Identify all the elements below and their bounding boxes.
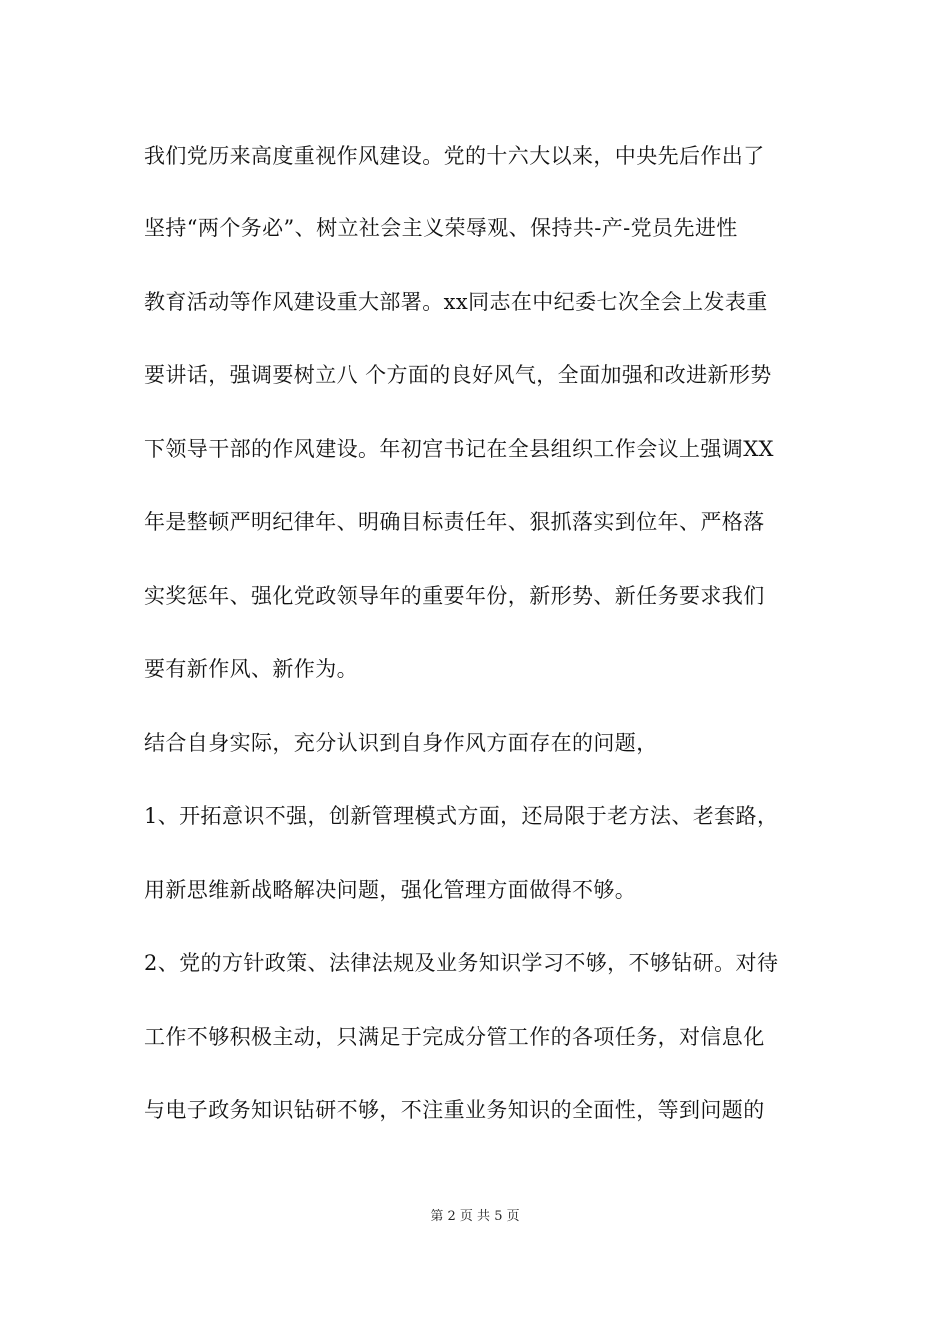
- body-text-line: 要有新作风、新作为。: [144, 657, 358, 681]
- body-text-line: 结合自身实际，充分认识到自身作风方面存在的问题，: [144, 731, 658, 755]
- body-text-line: 我们党历来高度重视作风建设。党的十六大以来，中央先后作出了: [144, 144, 765, 168]
- page-number-footer: 第 2 页 共 5 页: [430, 1209, 520, 1224]
- body-text-line: 要讲话，强调要树立八 个方面的良好风气，全面加强和改进新形势: [144, 363, 772, 387]
- body-text-line: 工作不够积极主动，只满足于完成分管工作的各项任务，对信息化: [144, 1025, 765, 1049]
- body-text-line: 用新思维新战略解决问题，强化管理方面做得不够。: [144, 878, 637, 902]
- body-text-line: 2、党的方针政策、法律法规及业务知识学习不够，不够钻研。对待: [144, 951, 779, 975]
- body-text-line: 与电子政务知识钻研不够，不注重业务知识的全面性，等到问题的: [144, 1098, 765, 1122]
- body-text-line: 实奖惩年、强化党政领导年的重要年份，新形势、新任务要求我们: [144, 584, 765, 608]
- body-text-line: 坚持“两个务必”、树立社会主义荣辱观、保持共-产-党员先进性: [144, 216, 738, 240]
- body-text-line: 下领导干部的作风建设。年初宫书记在全县组织工作会议上强调XX: [144, 437, 774, 461]
- body-text-line: 教育活动等作风建设重大部署。xx同志在中纪委七次全会上发表重: [144, 290, 768, 314]
- body-text-line: 1、开拓意识不强，创新管理模式方面，还局限于老方法、老套路，: [144, 804, 779, 828]
- body-text-line: 年是整顿严明纪律年、明确目标责任年、狠抓落实到位年、严格落: [144, 510, 765, 534]
